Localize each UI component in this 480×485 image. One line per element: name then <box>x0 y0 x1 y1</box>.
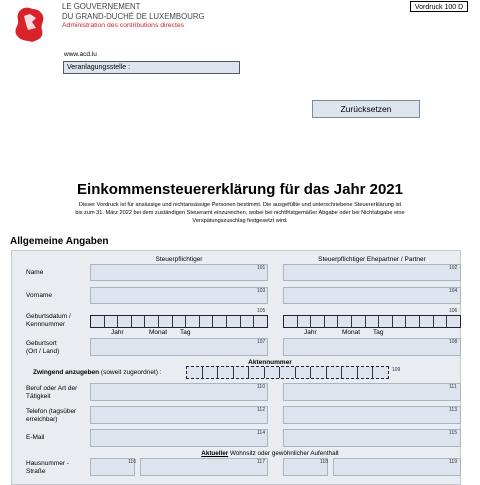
code-107: 107 <box>257 339 266 345</box>
title-note-line2: bis zum 31. März 2022 bei dem zuständigen Steueramt einzureichen, wobei bei nichtfristgemäßer Abgabe oder bei Nichtabgabe eine <box>75 210 405 216</box>
code-118: 118 <box>320 459 328 465</box>
label-monat-taxpayer: Monat <box>149 329 168 336</box>
label-wohnsitz <box>120 450 420 457</box>
label-aktennummer: Aktennummer <box>248 359 292 366</box>
label-beruf-line2: Tätigkeit <box>26 393 51 400</box>
geburtsort-field-taxpayer[interactable] <box>90 338 268 356</box>
page-title: Einkommensteuererklärung für das Jahr 2021 <box>77 181 403 198</box>
label-monat-partner: Monat <box>342 329 361 336</box>
code-111: 111 <box>449 384 457 390</box>
government-logo <box>2 2 60 46</box>
col-header-partner: Steuerpflichtiger Ehepartner / Partner <box>318 256 426 263</box>
label-zwingend-bold: Zwingend anzugeben <box>33 369 100 376</box>
label-zwingend-rest: (soweit zugeordnet) : <box>99 369 162 376</box>
code-113: 113 <box>449 407 457 413</box>
code-109: 109 <box>392 367 401 373</box>
label-geburtsort-line2: (Ort / Land) <box>26 348 60 355</box>
email-field-taxpayer[interactable] <box>90 429 268 447</box>
veranlagungsstelle-field[interactable] <box>63 61 240 74</box>
vorname-field-taxpayer[interactable] <box>90 287 268 304</box>
telefon-field-partner[interactable] <box>283 406 461 424</box>
birthdate-cells-partner[interactable] <box>283 315 461 328</box>
label-hausnummer <box>26 460 69 476</box>
veranlagungsstelle-label: Veranlagungsstelle : <box>67 64 131 71</box>
aktennummer-cells[interactable] <box>186 366 389 379</box>
beruf-field-partner[interactable] <box>283 383 461 401</box>
code-114: 114 <box>257 430 265 436</box>
label-jahr-partner: Jahr <box>304 329 317 336</box>
label-vorname: Vorname <box>26 292 53 299</box>
label-geburtsort <box>26 340 59 356</box>
code-112: 112 <box>257 407 265 413</box>
label-email: E-Mail <box>26 434 45 441</box>
label-geburtsdatum-line2: Kennnummer <box>26 321 66 328</box>
code-106: 106 <box>449 308 458 314</box>
code-104: 104 <box>449 288 458 294</box>
birthdate-cells-taxpayer[interactable] <box>90 315 268 328</box>
label-zwingend <box>33 369 162 377</box>
label-wohnsitz-rest: Wohnsitz oder gewöhnlicher Aufenthalt <box>228 450 339 457</box>
title-note-line1: Dieser Vordruck ist für ansässige und nichtansässige Personen bestimmt. Die ausgefüllte und unterschriebene Steuererklärung ist <box>78 202 402 208</box>
gov-admin-name: Administration des contributions directes <box>62 22 185 29</box>
label-geburtsort-line1: Geburtsort <box>26 340 57 347</box>
code-115: 115 <box>449 430 457 436</box>
strasse-field-taxpayer[interactable] <box>140 458 268 476</box>
title-note-line3: Verspätungszuschlag festgesetzt wird. <box>192 218 288 224</box>
label-jahr-taxpayer: Jahr <box>111 329 124 336</box>
code-110: 110 <box>257 384 265 390</box>
code-101: 101 <box>257 265 266 271</box>
gov-name-line1: LE GOUVERNEMENT <box>62 2 141 11</box>
label-tag-taxpayer: Tag <box>180 329 191 336</box>
label-beruf-line1: Beruf oder Art der <box>26 385 78 392</box>
label-wohnsitz-bold: Aktueller <box>201 450 229 457</box>
label-name: Name <box>26 269 44 276</box>
geburtsort-field-partner[interactable] <box>283 338 461 356</box>
website-text: www.acd.lu <box>64 51 97 58</box>
label-hausnummer-line2: Straße <box>26 468 46 475</box>
telefon-field-taxpayer[interactable] <box>90 406 268 424</box>
code-102: 102 <box>449 265 458 271</box>
beruf-field-taxpayer[interactable] <box>90 383 268 401</box>
code-103: 103 <box>257 288 266 294</box>
email-field-partner[interactable] <box>283 429 461 447</box>
label-telefon-line1: Telefon (tagsüber <box>26 408 77 415</box>
name-field-taxpayer[interactable] <box>90 264 268 281</box>
vorname-field-partner[interactable] <box>283 287 461 304</box>
label-tag-partner: Tag <box>373 329 384 336</box>
code-108: 108 <box>449 339 458 345</box>
section-title: Allgemeine Angaben <box>10 236 109 247</box>
label-hausnummer-line1: Hausnummer - <box>26 460 69 467</box>
code-105: 105 <box>257 308 266 314</box>
reset-button[interactable]: Zurücksetzen <box>312 100 420 118</box>
name-field-partner[interactable] <box>283 264 461 281</box>
code-119: 119 <box>449 459 457 465</box>
label-geburtsdatum-line1: Geburtsdatum / <box>26 313 71 320</box>
gov-name-line2: DU GRAND-DUCHÉ DE LUXEMBOURG <box>62 11 205 21</box>
label-telefon <box>26 408 76 424</box>
code-116: 116 <box>128 459 136 465</box>
code-117: 117 <box>257 459 265 465</box>
label-beruf <box>26 385 77 401</box>
form-id-badge: Vordruck 100 D <box>410 1 468 12</box>
label-telefon-line2: erreichbar) <box>26 416 58 423</box>
strasse-field-partner[interactable] <box>333 458 461 476</box>
col-header-taxpayer: Steuerpflichtiger <box>155 256 203 263</box>
label-geburtsdatum <box>26 313 71 329</box>
